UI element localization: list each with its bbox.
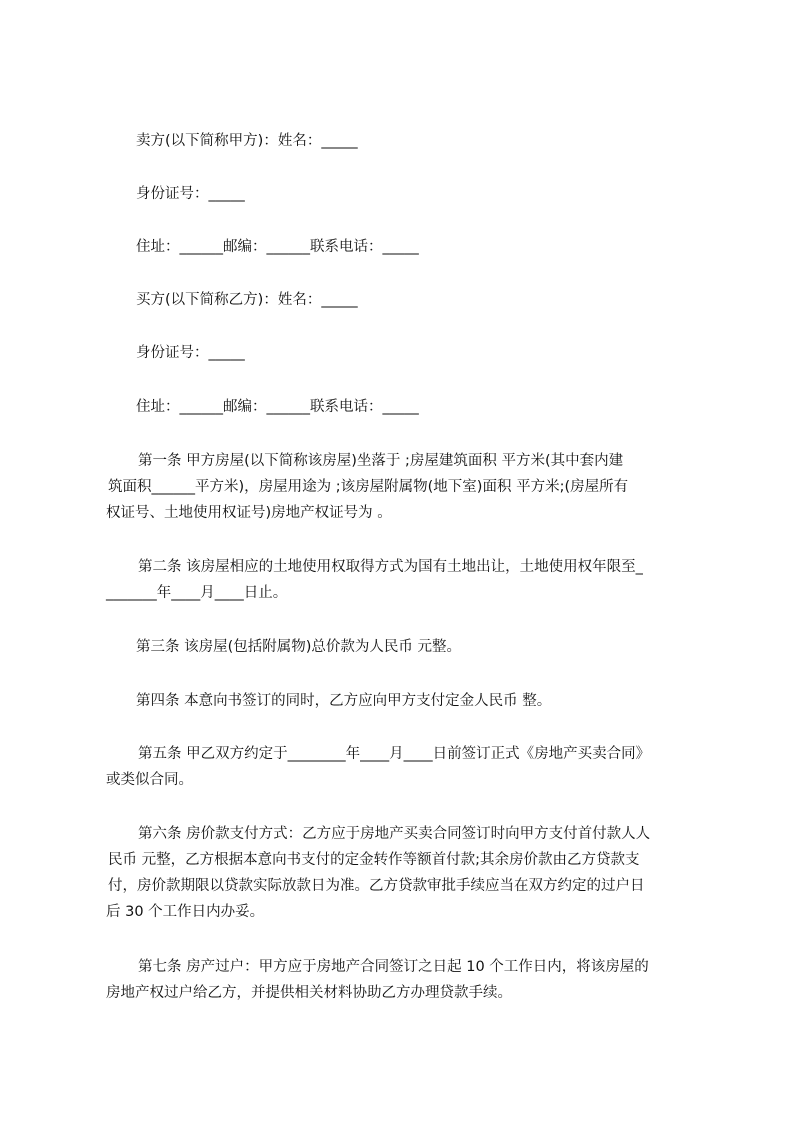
article-1-paragraph: [106, 448, 628, 526]
text-line: 或类似合同。: [106, 772, 193, 788]
seller-address-line: [136, 234, 419, 260]
text-line: 后 30 个工作日内办妥。: [106, 904, 265, 920]
text-line: _______年____月____日止。: [106, 585, 288, 601]
buyer-id-line: [136, 340, 245, 366]
text-line: 付，房价款期限以贷款实际放款日为准。乙方贷款审批手续应当在双方约定的过户日: [108, 878, 645, 894]
text-line: 民币 元整，乙方根据本意向书支付的定金转作等额首付款;其余房价款由乙方贷款支: [108, 852, 640, 868]
seller-id-line: [136, 181, 245, 207]
text-line: 筑面积______平方米)，房屋用途为 ;该房屋附属物(地下室)面积 平方米;(房屋所有: [108, 479, 629, 495]
article-3-paragraph: [136, 634, 461, 660]
text-line: 第七条 房产过户：甲方应于房地产合同签订之日起 10 个工作日内，将该房屋的: [138, 959, 649, 975]
article-4-paragraph: [136, 688, 551, 714]
article-6-paragraph: [106, 821, 650, 925]
text-line: 权证号、土地使用权证号)房地产权证号为 。: [106, 505, 392, 521]
text-line: 第四条 本意向书签订的同时，乙方应向甲方支付定金人民币 整。: [136, 693, 552, 709]
text-line: 第六条 房价款支付方式：乙方应于房地产买卖合同签订时向甲方支付首付款人人: [138, 826, 651, 842]
text-line: 身份证号：_____: [136, 345, 245, 361]
text-line: 第二条 该房屋相应的土地使用权取得方式为国有土地出让，土地使用权年限至_: [138, 559, 643, 575]
text-line: 第一条 甲方房屋(以下简称该房屋)坐落于 ;房屋建筑面积 平方米(其中套内建: [138, 453, 624, 469]
text-line: 卖方(以下简称甲方)：姓名：_____: [136, 133, 358, 149]
text-line: 住址：______邮编：______联系电话：_____: [136, 239, 419, 255]
text-line: 第三条 该房屋(包括附属物)总价款为人民币 元整。: [136, 639, 462, 655]
buyer-address-line: [136, 394, 419, 420]
article-5-paragraph: [106, 741, 650, 793]
article-7-paragraph: [106, 954, 649, 1006]
buyer-name-line: [136, 287, 358, 313]
seller-name-line: [136, 128, 358, 154]
text-line: 住址：______邮编：______联系电话：_____: [136, 399, 419, 415]
text-line: 买方(以下简称乙方)：姓名：_____: [136, 292, 358, 308]
text-line: 身份证号：_____: [136, 186, 245, 202]
text-line: 房地产权过户给乙方，并提供相关材料协助乙方办理贷款手续。: [106, 985, 512, 1001]
text-line: 第五条 甲乙双方约定于________年____月____日前签订正式《房地产买卖合同》: [138, 746, 651, 762]
article-2-paragraph: [106, 554, 643, 606]
